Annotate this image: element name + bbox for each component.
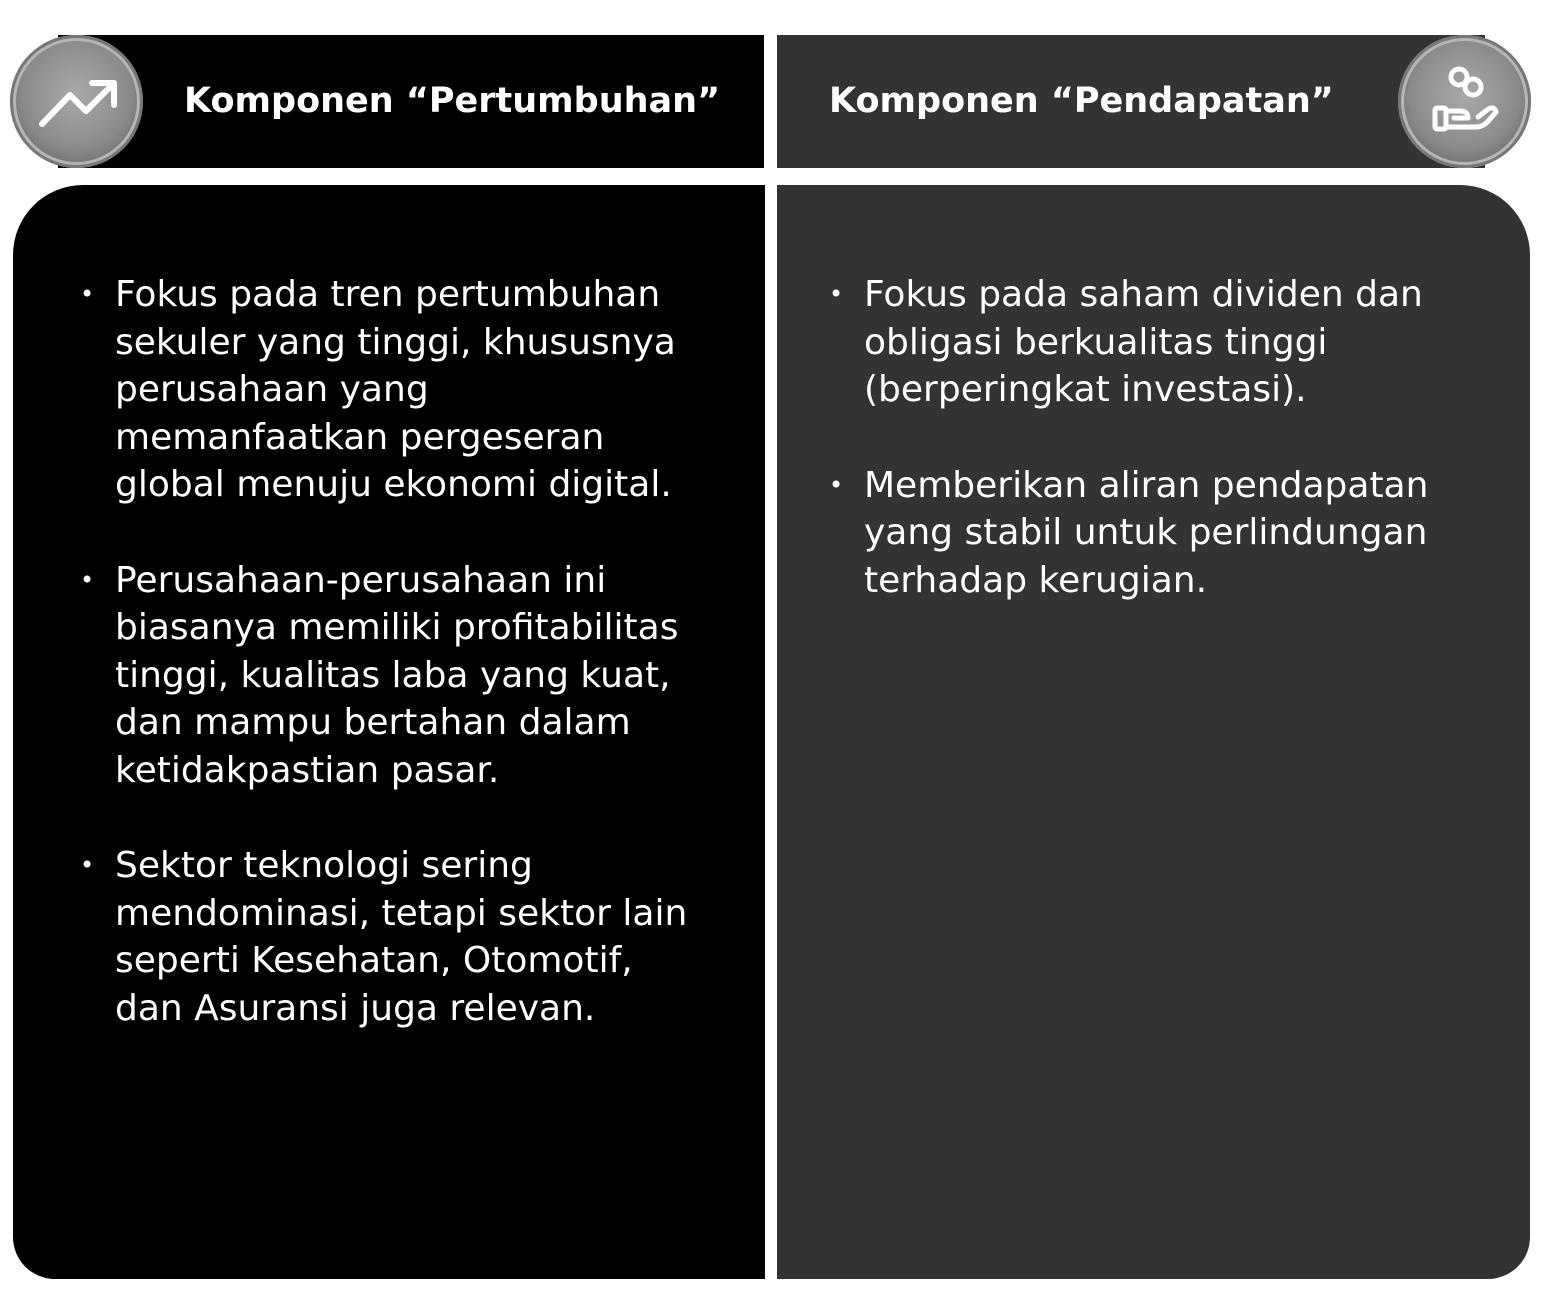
list-item: • Memberikan aliran pendapatan yang stabil untuk perlindungan terhadap kerugian. — [829, 462, 1475, 605]
list-item: • Fokus pada tren pertumbuhan sekuler yang tinggi, khususnya perusahaan yang memanfaatkan pergeseran global menuju ekonomi digital. — [80, 271, 705, 509]
growth-icon-badge — [10, 35, 143, 168]
list-item: • Fokus pada saham dividen dan obligasi berkualitas tinggi (berperingkat investasi). — [829, 271, 1475, 414]
growth-title: Komponen “Pertumbuhan” — [184, 81, 721, 121]
hand-coins-icon — [1398, 35, 1531, 168]
income-icon-badge — [1398, 35, 1531, 168]
list-item: • Perusahaan-perusahaan ini biasanya memiliki profitabilitas tinggi, kualitas laba yang kuat, dan mampu bertahan dalam ketidakpastian pasar. — [80, 557, 705, 795]
growth-header — [58, 35, 764, 168]
growth-panel — [13, 185, 765, 1279]
growth-bullet-list — [80, 271, 705, 1032]
income-bullet-list — [829, 271, 1475, 604]
income-header — [777, 35, 1485, 168]
income-panel — [777, 185, 1530, 1279]
list-item: • Sektor teknologi sering mendominasi, tetapi sektor lain seperti Kesehatan, Otomotif, dan Asuransi juga relevan. — [80, 842, 705, 1032]
income-title: Komponen “Pendapatan” — [829, 81, 1334, 121]
trending-up-icon — [10, 35, 143, 168]
